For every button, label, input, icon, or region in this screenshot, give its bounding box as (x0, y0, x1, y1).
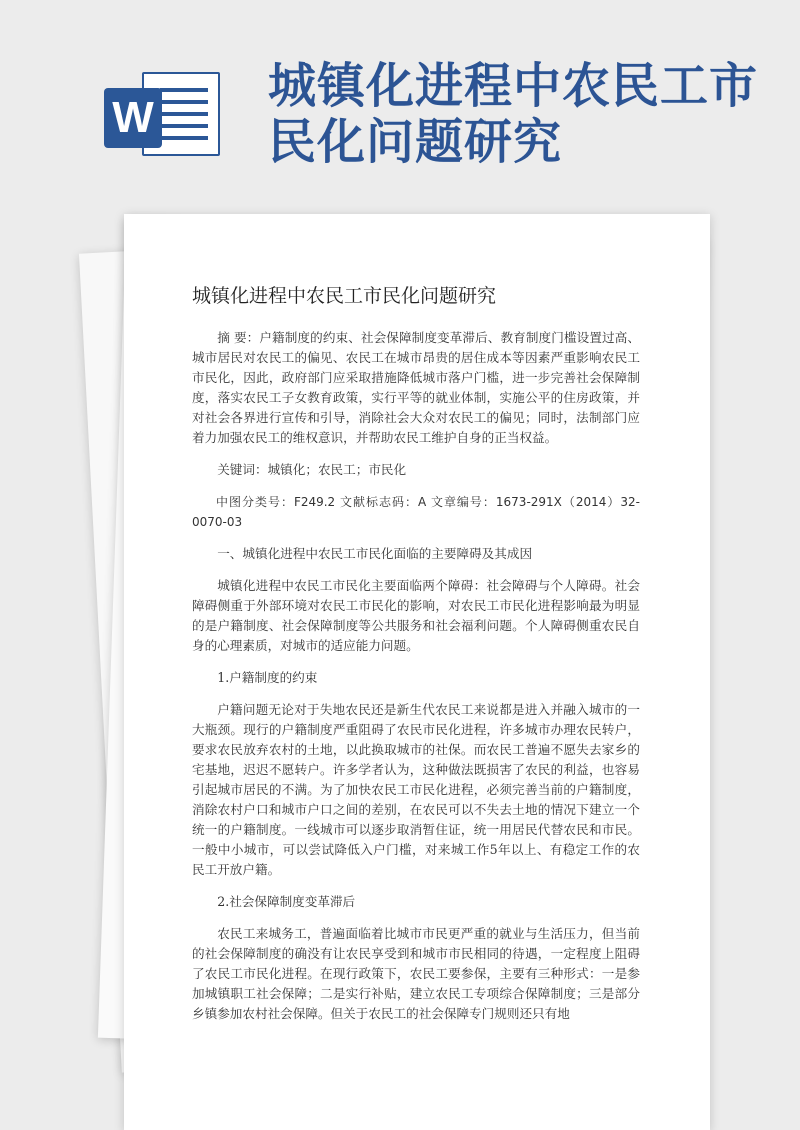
word-icon (104, 72, 222, 156)
word-letter-badge: W (104, 88, 162, 148)
keywords: 关键词：城镇化；农民工；市民化 (217, 462, 407, 477)
section-heading: 一、城镇化进程中农民工市民化面临的主要障碍及其成因 (217, 546, 533, 561)
document-body (192, 328, 640, 1036)
classification-info: 中图分类号：F249.2 文献标志码：A 文章编号：1673-291X（2014）32-0070-03 (192, 495, 640, 529)
subsection-heading-1: 1.户籍制度的约束 (217, 670, 318, 685)
page-title: 城镇化进程中农民工市民化问题研究 (268, 58, 759, 170)
subsection-paragraph-1: 户籍问题无论对于失地农民还是新生代农民工来说都是进入并融入城市的一大瓶颈。现行的户籍制度严重阻碍了农民市民化进程，许多城市办理农民转户，要求农民放弃农村的土地，以此换取城市的社保。而农民工普遍不愿失去家乡的宅基地，迟迟不愿转户。许多学者认为，这种做法既损害了农民的利益，也容易引起城市居民的不满。为了加快农民工市民化进程，必须完善当前的户籍制度，消除农村户口和城市户口之间的差别，在农民可以不失去土地的情况下建立一个统一的户籍制度。一线城市可以逐步取消暂住证，统一用居民代替农民和市民。一般中小城市，可以尝试降低入户门槛，对来城工作5年以上、有稳定工作的农民工开放户籍。 (192, 702, 640, 877)
abstract: 摘 要：户籍制度的约束、社会保障制度变革滞后、教育制度门槛设置过高、城市居民对农民工的偏见、农民工在城市昂贵的居住成本等因素严重影响农民工市民化，因此，政府部门应采取措施降低城市落户门槛，进一步完善社会保障制度，落实农民工子女教育政策，实行平等的就业体制，实施公平的住房政策，并对社会各界进行宣传和引导，消除社会大众对农民工的偏见；同时，法制部门应着力加强农民工的维权意识，并帮助农民工维护自身的正当权益。 (192, 330, 640, 445)
subsection-heading-2: 2.社会保障制度变革滞后 (217, 894, 356, 909)
subsection-paragraph-2: 农民工来城务工，普遍面临着比城市市民更严重的就业与生活压力，但当前的社会保障制度的确没有让农民享受到和城市市民相同的待遇，一定程度上阻碍了农民工市民化进程。在现行政策下，农民工要参保，主要有三种形式：一是参加城镇职工社会保障；二是实行补贴，建立农民工专项综合保障制度；三是部分乡镇参加农村社会保障。但关于农民工的社会保障专门规则还只有地 (192, 926, 640, 1021)
section-paragraph: 城镇化进程中农民工市民化主要面临两个障碍：社会障碍与个人障碍。社会障碍侧重于外部环境对农民工市民化的影响，对农民工市民化进程影响最为明显的是户籍制度、社会保障制度等公共服务和社会福利问题。个人障碍侧重农民自身的心理素质，对城市的适应能力问题。 (192, 578, 640, 653)
document-title: 城镇化进程中农民工市民化问题研究 (192, 285, 497, 307)
